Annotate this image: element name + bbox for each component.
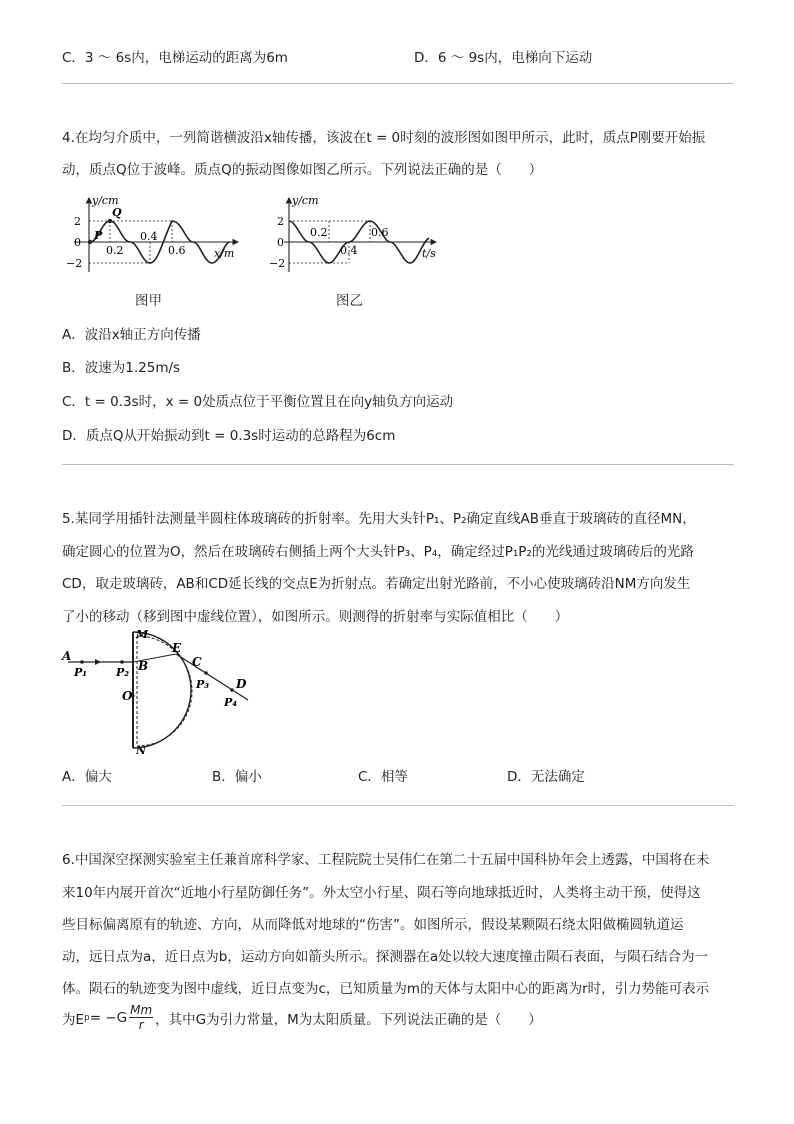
q6-line3: 些目标偏离原有的轨迹、方向，从而降低对地球的“伤害”。如图所示，假设某颗陨石绕太阳做椭圆轨道运	[62, 917, 684, 933]
svg-text:P₁: P₁	[74, 666, 88, 679]
x-tick: 0.4	[340, 244, 358, 257]
point-q-dot	[108, 219, 112, 223]
q6-line4: 动，远日点为a，近日点为b，运动方向如箭头所示。探测器在a处以较大速度撞击陨石表面，与陨石结合为一	[62, 949, 709, 965]
x-tick: 0.4	[140, 230, 158, 243]
svg-text:E: E	[172, 641, 182, 655]
svg-text:B: B	[138, 659, 149, 673]
q4-figure2-caption: 图乙	[336, 293, 363, 309]
x-axis-label: x/m	[214, 247, 235, 260]
q4-wave-figure	[62, 188, 252, 280]
semicircle-dashed	[137, 636, 192, 746]
q4-vibration-figure	[266, 188, 446, 280]
q5-stem-line3: CD，取走玻璃砖，AB和CD延长线的交点E为折射点。若确定出射光路前，不小心使玻璃砖沿NM方向发生	[62, 576, 691, 592]
y-tick: 2	[74, 215, 81, 228]
x-tick: 0.2	[106, 244, 124, 257]
q5-stem-line4: 了小的移动（移到图中虚线位置），如图所示。则测得的折射率与实际值相比（ ）	[62, 609, 569, 625]
divider	[62, 464, 734, 465]
q4-stem-line2: 动，质点Q位于波峰。质点Q的振动图像如图乙所示。下列说法正确的是（ ）	[62, 162, 543, 178]
x-tick: 0.6	[371, 226, 389, 239]
svg-text:O: O	[122, 689, 133, 703]
svg-text:P₃: P₃	[196, 678, 210, 691]
x-tick: 0.6	[168, 244, 186, 257]
q5-stem-line1: 5.某同学用插针法测量半圆柱体玻璃砖的折射率。先用大头针P₁、P₂确定直线AB垂直于玻璃砖的直径MN，	[62, 511, 696, 527]
x-tick: 0.2	[310, 226, 328, 239]
q6-line6: 为E p = −G Mm r ，其中G为引力常量，M为太阳质量。下列说法正确的是（ ）	[62, 1003, 542, 1032]
y-tick: 2	[277, 215, 284, 228]
q4-stem-line1: 4.在均匀介质中，一列简谐横波沿x轴传播，该波在t = 0时刻的波形图如图甲所示，此时，质点P刚要开始振	[62, 130, 706, 146]
divider	[62, 805, 734, 806]
y-tick: −2	[66, 257, 83, 270]
q4-option-d: D．质点Q从开始振动到t = 0.3s时运动的总路程为6cm	[62, 428, 396, 444]
t-axis-label: t/s	[422, 247, 436, 260]
q6-line5: 体。陨石的轨迹变为图中虚线，近日点变为c，已知质量为m的天体与太阳中心的距离为r时，引力势能可表示	[62, 981, 710, 997]
svg-text:D: D	[236, 677, 247, 691]
point-p-label: P	[94, 229, 103, 242]
q5-option-a: A．偏大	[62, 769, 112, 785]
y-axis-label: y/cm	[92, 194, 119, 207]
svg-text:A: A	[62, 649, 72, 663]
q5-option-c: C．相等	[358, 769, 408, 785]
q3-option-d: D．6 ～ 9s内，电梯向下运动	[414, 50, 593, 66]
point-p-dot	[88, 240, 92, 244]
q4-option-c: C．t = 0.3s时，x = 0处质点位于平衡位置且在向y轴负方向运动	[62, 394, 454, 410]
y-tick: −2	[269, 257, 286, 270]
y-axis-label: y/cm	[292, 194, 319, 207]
semicircle-solid	[133, 632, 191, 748]
svg-text:P₂: P₂	[116, 666, 130, 679]
svg-text:C: C	[192, 655, 202, 669]
fraction: Mm r	[130, 1003, 153, 1032]
q5-option-b: B．偏小	[212, 769, 262, 785]
divider	[62, 83, 734, 84]
q4-option-b: B．波速为1.25m/s	[62, 360, 181, 376]
svg-text:P₄: P₄	[224, 696, 238, 709]
q4-option-a: A．波沿x轴正方向传播	[62, 327, 201, 343]
q6-line1: 6.中国深空探测实验室主任兼首席科学家、工程院院士吴伟仁在第二十五届中国科协年会上透露，中国将在未	[62, 852, 710, 868]
q3-option-c: C．3 ～ 6s内，电梯运动的距离为6m	[62, 50, 288, 66]
q5-stem-line2: 确定圆心的位置为O，然后在玻璃砖右侧插上两个大头针P₃、P₄，确定经过P₁P₂的光线通过玻璃砖后的光路	[62, 544, 694, 560]
svg-text:M: M	[136, 628, 149, 641]
y-tick: 0	[74, 236, 81, 249]
q5-option-d: D．无法确定	[507, 769, 585, 785]
q5-refraction-figure	[60, 624, 260, 758]
point-q-label: Q	[112, 206, 122, 219]
y-tick: 0	[277, 236, 284, 249]
q6-line2: 来10年内展开首次“近地小行星防御任务”。外太空小行星、陨石等向地球抵近时，人类将主动干预，使得这	[62, 885, 701, 901]
svg-text:N: N	[136, 744, 147, 757]
q4-figure1-caption: 图甲	[135, 293, 162, 309]
